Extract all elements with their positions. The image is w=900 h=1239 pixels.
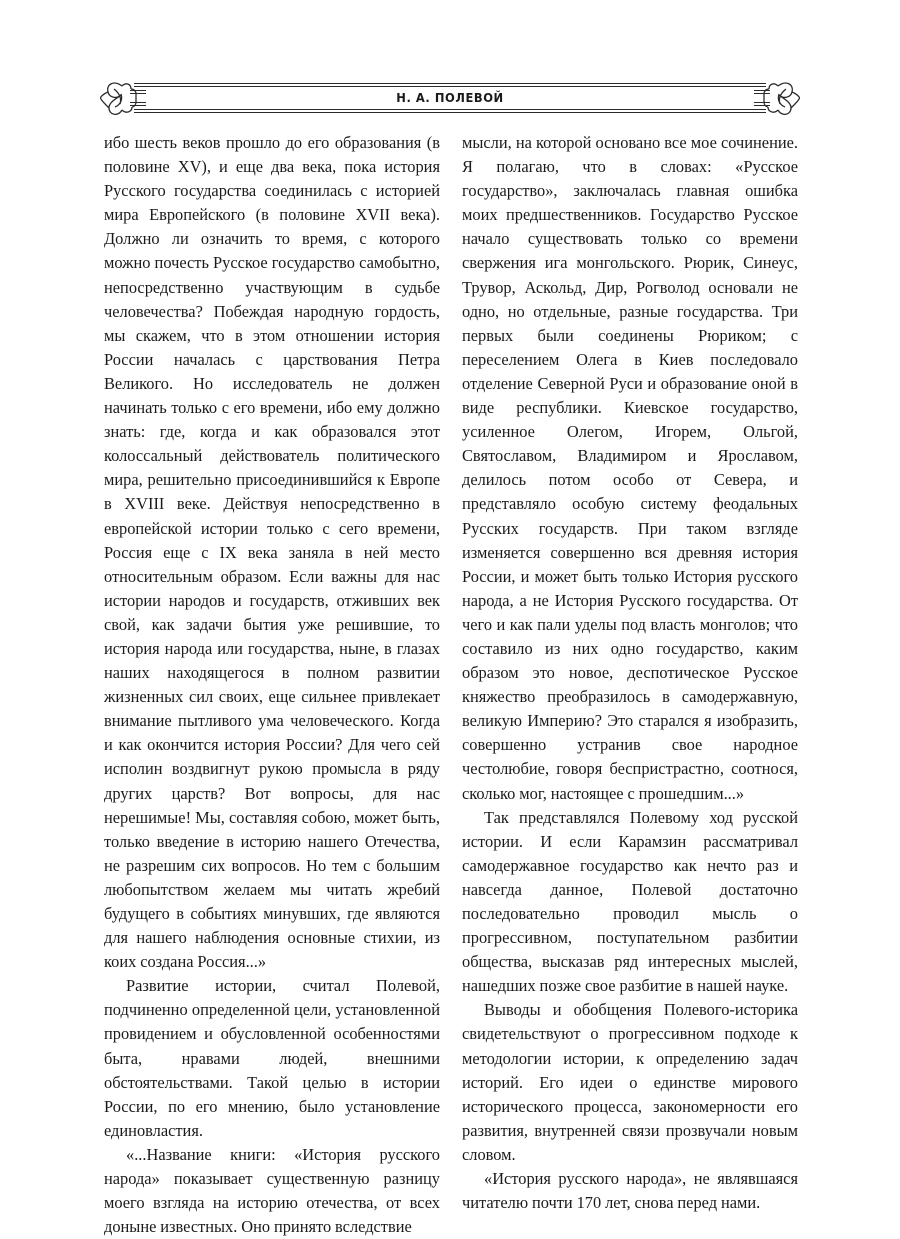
paragraph: «...Название книги: «История русского народа» показывает существенную разницу моего взгляда на историю отечества, от всех доныне известных. Оно принято вследствие [104,1144,440,1237]
paragraph: Выводы и обобщения Полевого-историка свидетельствуют о прогрессивном подходе к методологии истории, к определению задач историй. Его идеи о единстве мирового исторического процесса, закономерности его развития, внутренней связи прозвучали новым словом. [462,1000,798,1164]
text-column-left [104,131,440,1237]
paragraph: ибо шесть веков прошло до его образования (в половине XV), и еще два века, пока история Русского государства соединилась с историей мира Европейского (в половине XVII века). Должно ли означить то время, с которого можно почесть Русское государство самобытно, непосредственно участвующим в судьбе человечества? Побеждая народную гордость, мы скажем, что в этом отношении история России началась с царствования Петра Великого. Но исследователь не должен начинать только с его времени, ибо ему должно знать: где, когда и как образовался этот колоссальный действователь политического мира, решительно присоединившийся к Европе в XVIII веке. Действуя непосредственно в европейской истории только с сего времени, Россия еще с IX века заняла в ней место относительным образом. Если важны для нас истории народов и государств, отживших век свой, как задачи бытия уже решившие, то история народа или государства, ныне, в глазах наших находящегося в полном развитии жизненных сил своих, еще сильнее привлекает внимание пытливого ума человеческого. Когда и как окончится история России? Для чего сей исполин воздвигнут рукою промысла в ряду других царств? Вот вопросы, для нас нерешимые! Мы, составляя собою, может быть, только введение в историю нашего Отечества, не разрешим сих вопросов. Но тем с большим любопытством желаем мы читать жребий будущего в событиях минувших, где являются для нашего наблюдения основные стихии, из коих создана Россия...» [104,133,440,972]
paragraph: мысли, на которой основано все мое сочинение. Я полагаю, что в словах: «Русское государство», заключалась главная ошибка моих предшественников. Государство Русское начало существовать только со времени свержения ига монгольского. Рюрик, Синеус, Трувор, Аскольд, Дир, Рогволод основали не одно, но отдельные, разные государства. Три первых были соединены Рюриком; с переселением Олега в Киев последовало отделение Северной Руси и образование оной в виде республики. Киевское государство, усиленное Олегом, Игорем, Ольгой, Святославом, Владимиром и Ярославом, делилось потом особо от Севера, и представляло особую систему феодальных Русских государств. При таком взгляде изменяется совершенно вся древняя история России, и может быть только История русского народа, а не История Русского государства. От чего и как пали уделы под власть монголов; что составило из них одно государство, каким образом это новое, деспотическое Русское княжество преобразилось в самодержавную, великую Империю? Это старался я изобразить, совершенно устранив свое народное честолюбие, говоря беспристрастно, соотнося, сколько мог, настоящее с прошедшим...» [462,133,798,803]
running-head [104,76,796,120]
rule-bottom-outer [134,112,766,113]
paragraph: Так представлялся Полевому ход русской истории. И если Карамзин рассматривал самодержавное государство как нечто раз и навсегда данное, Полевой достаточно последовательно проводил мысль о прогрессивном, поступательном разбитии общества, высказав ряд интересных мыслей, нашедших позже свое разбитие в нашей науке. [462,807,798,996]
paragraph: Развитие истории, считал Полевой, подчиненно определенной цели, установленной провидением и обусловленной особенностями быта, нравами людей, внешними обстоятельствами. Такой целью в истории России, по его мнению, было установление единовластия. [104,976,440,1140]
running-head-title: Н. А. ПОЛЕВОЙ [396,90,504,105]
running-head-rules [134,83,766,113]
rule-top-inner [134,86,766,87]
celtic-knot-ornament-right-icon [754,76,800,120]
text-column-right [462,131,798,1213]
rule-bottom-inner [134,109,766,110]
rule-top-outer [134,83,766,84]
paragraph: «История русского народа», не являвшаяся читателю почти 170 лет, снова перед нами. [462,1169,798,1213]
body-columns [104,131,798,1237]
